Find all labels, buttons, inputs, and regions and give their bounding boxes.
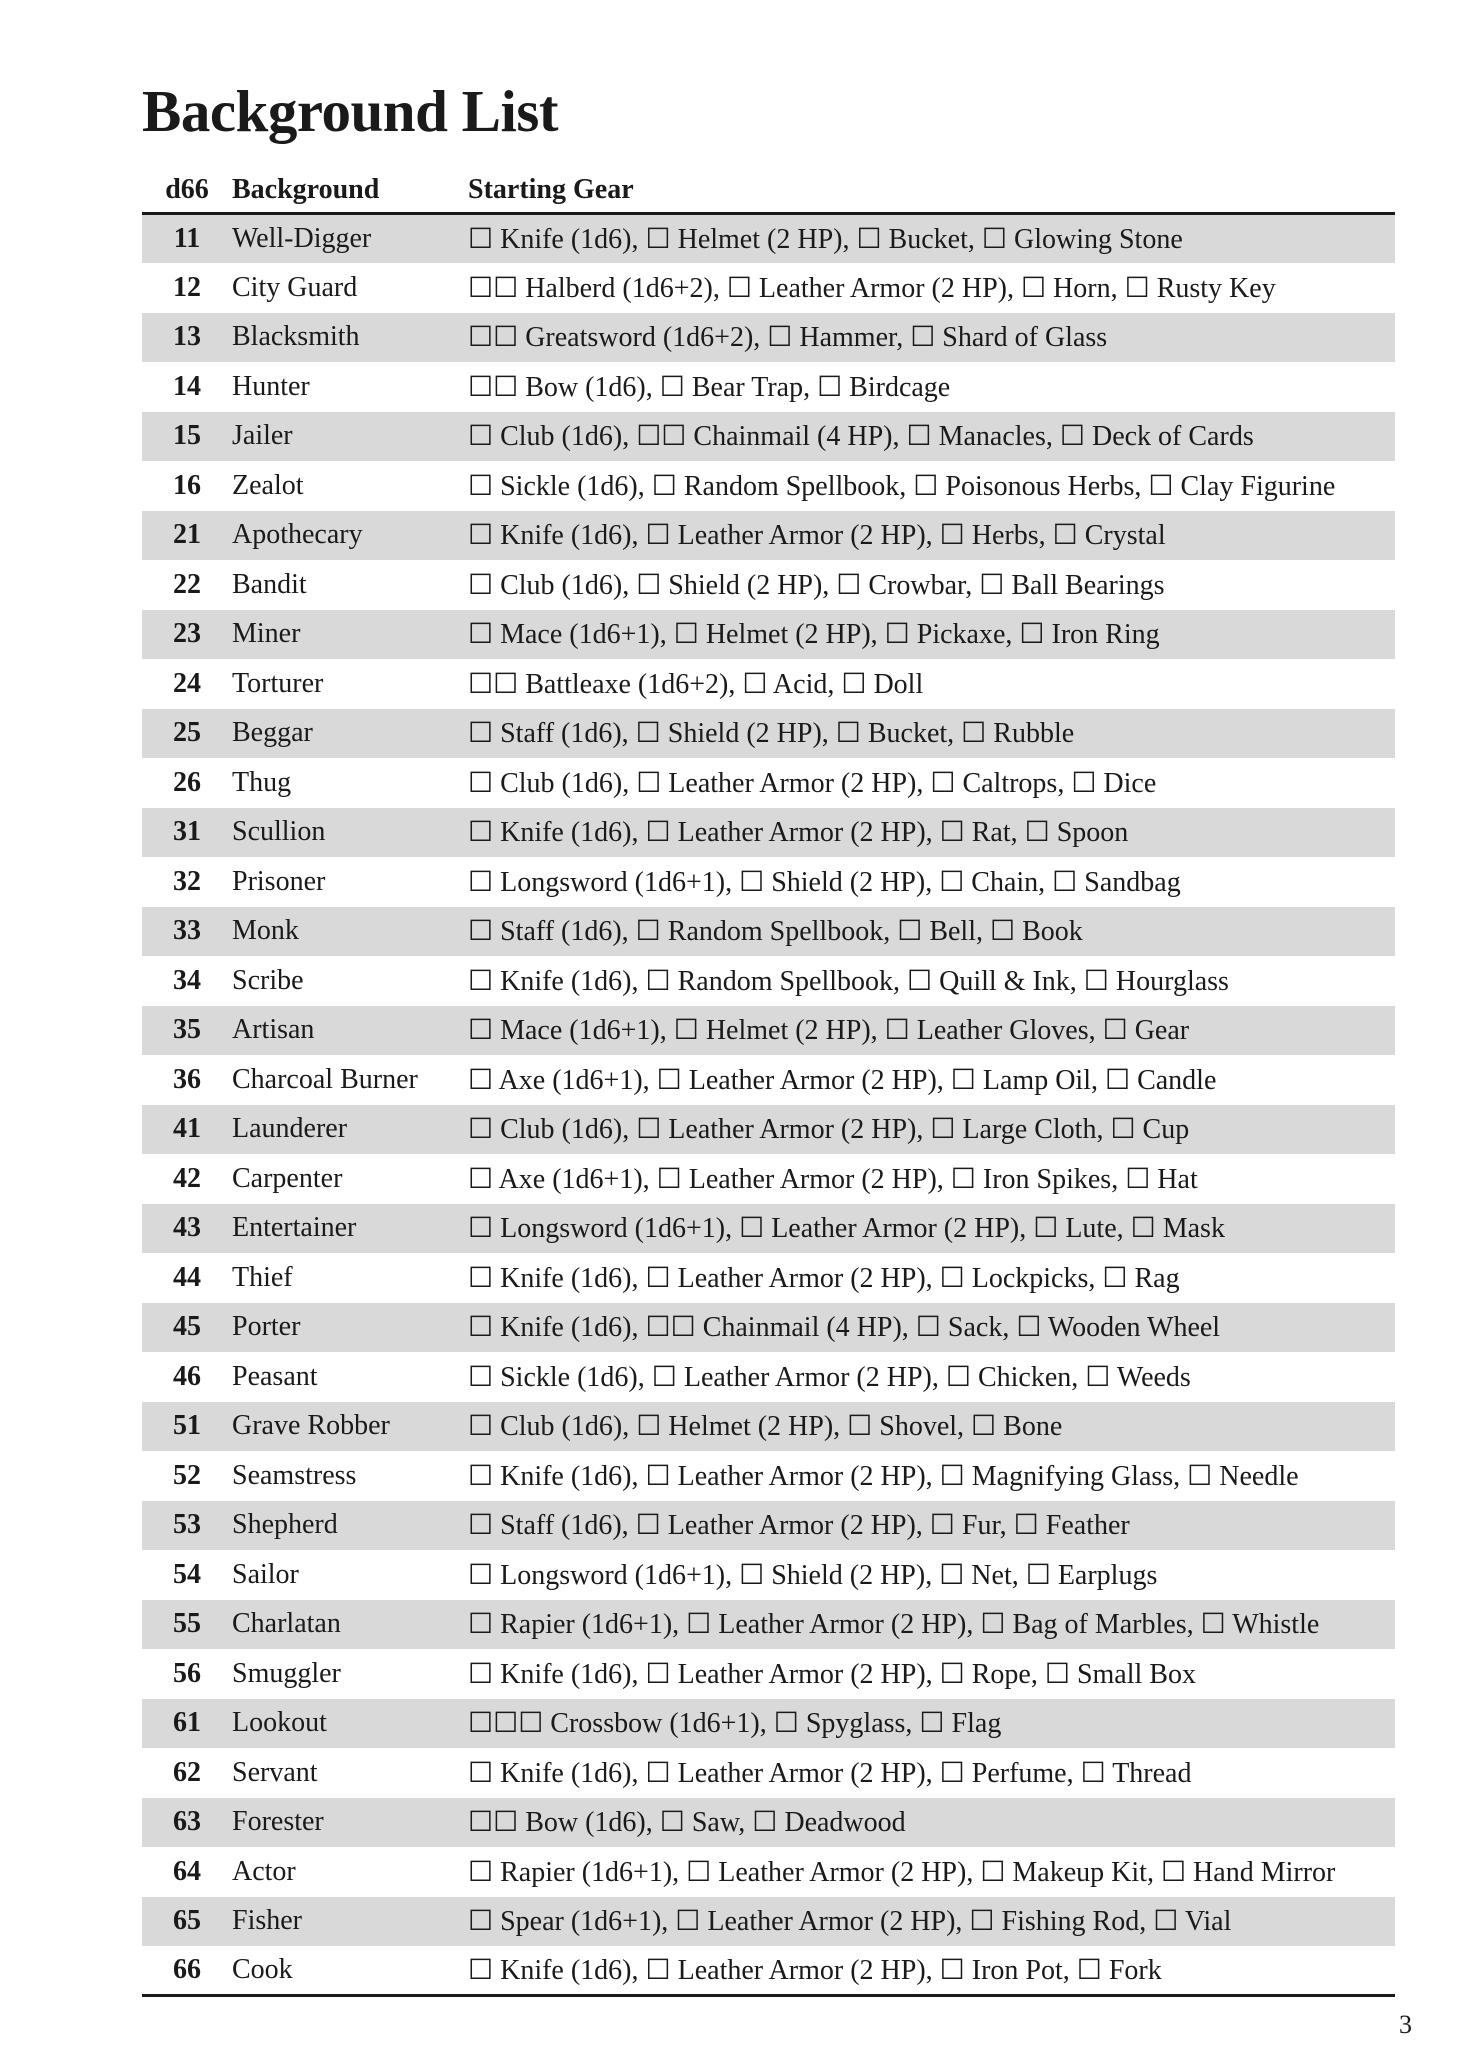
- background-cell: Charcoal Burner: [232, 1063, 418, 1095]
- background-cell: Grave Robber: [232, 1410, 390, 1442]
- roll-cell: 56: [173, 1657, 201, 1689]
- background-cell: Well-Digger: [232, 223, 372, 254]
- roll-cell: 35: [173, 1014, 201, 1046]
- table-row: [142, 1798, 1395, 1848]
- background-cell: Lookout: [232, 1707, 327, 1739]
- gear-cell: ☐ Longsword (1d6+1), ☐ Shield (2 HP), ☐ Net, ☐ Earplugs: [468, 1559, 1158, 1591]
- gear-cell: ☐☐ Greatsword (1d6+2), ☐ Hammer, ☐ Shard of Glass: [468, 322, 1108, 354]
- background-cell: Prisoner: [232, 865, 326, 897]
- background-cell: Artisan: [232, 1014, 315, 1046]
- roll-cell: 44: [173, 1261, 201, 1293]
- background-cell: Forester: [232, 1806, 324, 1838]
- gear-cell: ☐ Mace (1d6+1), ☐ Helmet (2 HP), ☐ Leather Gloves, ☐ Gear: [468, 1015, 1190, 1047]
- gear-cell: ☐ Knife (1d6), ☐ Leather Armor (2 HP), ☐ Rat, ☐ Spoon: [468, 817, 1129, 849]
- roll-cell: 11: [173, 223, 201, 254]
- page-title: Background List: [142, 78, 559, 144]
- gear-cell: ☐ Sickle (1d6), ☐ Leather Armor (2 HP), ☐ Chicken, ☐ Weeds: [468, 1361, 1191, 1393]
- gear-cell: ☐☐ Halberd (1d6+2), ☐ Leather Armor (2 HP), ☐ Horn, ☐ Rusty Key: [468, 272, 1276, 304]
- table-row: [142, 1352, 1395, 1402]
- roll-cell: 34: [173, 964, 201, 996]
- roll-cell: 45: [173, 1311, 201, 1343]
- gear-cell: ☐ Staff (1d6), ☐ Shield (2 HP), ☐ Bucket, ☐ Rubble: [468, 718, 1075, 750]
- roll-cell: 31: [173, 816, 201, 848]
- gear-cell: ☐ Staff (1d6), ☐ Random Spellbook, ☐ Bell, ☐ Book: [468, 916, 1083, 948]
- table-body: [142, 214, 1395, 1996]
- roll-cell: 21: [173, 519, 201, 551]
- gear-cell: ☐ Knife (1d6), ☐☐ Chainmail (4 HP), ☐ Sack, ☐ Wooden Wheel: [468, 1312, 1221, 1344]
- roll-cell: 26: [173, 766, 201, 798]
- table-row: [142, 1253, 1395, 1303]
- table-row: [142, 758, 1395, 808]
- background-cell: Fisher: [232, 1905, 302, 1937]
- background-cell: Servant: [232, 1756, 318, 1788]
- background-cell: Hunter: [232, 370, 310, 402]
- table-row: [142, 1748, 1395, 1798]
- header-background: Background: [232, 168, 468, 214]
- gear-cell: ☐ Knife (1d6), ☐ Leather Armor (2 HP), ☐ Lockpicks, ☐ Rag: [468, 1262, 1180, 1294]
- roll-cell: 63: [173, 1806, 201, 1838]
- gear-cell: ☐ Club (1d6), ☐ Leather Armor (2 HP), ☐ Caltrops, ☐ Dice: [468, 767, 1157, 799]
- background-cell: Sailor: [232, 1558, 299, 1590]
- roll-cell: 32: [173, 865, 201, 897]
- table-row: [142, 1847, 1395, 1897]
- roll-cell: 41: [173, 1113, 201, 1145]
- table-row: [142, 1550, 1395, 1600]
- gear-cell: ☐ Staff (1d6), ☐ Leather Armor (2 HP), ☐ Fur, ☐ Feather: [468, 1510, 1130, 1542]
- background-cell: Actor: [232, 1855, 296, 1887]
- gear-cell: ☐☐ Bow (1d6), ☐ Saw, ☐ Deadwood: [468, 1807, 906, 1839]
- roll-cell: 54: [173, 1558, 201, 1590]
- roll-cell: 52: [173, 1459, 201, 1491]
- background-cell: Blacksmith: [232, 321, 360, 353]
- roll-cell: 24: [173, 667, 201, 699]
- gear-cell: ☐☐☐ Crossbow (1d6+1), ☐ Spyglass, ☐ Flag: [468, 1708, 1002, 1740]
- background-cell: Shepherd: [232, 1509, 338, 1541]
- roll-cell: 16: [173, 469, 201, 501]
- background-cell: Bandit: [232, 568, 307, 600]
- roll-cell: 66: [142, 1946, 232, 1996]
- roll-cell: 13: [173, 321, 201, 353]
- background-cell: Beggar: [232, 717, 313, 749]
- gear-cell: ☐ Club (1d6), ☐ Shield (2 HP), ☐ Crowbar, ☐ Ball Bearings: [468, 569, 1165, 601]
- table-row: [142, 709, 1395, 759]
- background-cell: Zealot: [232, 469, 304, 501]
- background-table: [142, 168, 1395, 1997]
- roll-cell: 15: [173, 420, 201, 452]
- roll-cell: 65: [173, 1905, 201, 1937]
- background-cell: Carpenter: [232, 1162, 343, 1194]
- table-row: [142, 956, 1395, 1006]
- roll-cell: 62: [173, 1756, 201, 1788]
- background-cell: Porter: [232, 1311, 301, 1343]
- roll-cell: 55: [173, 1608, 201, 1640]
- roll-cell: 33: [173, 915, 201, 947]
- roll-cell: 36: [173, 1063, 201, 1095]
- gear-cell: ☐ Knife (1d6), ☐ Leather Armor (2 HP), ☐ Perfume, ☐ Thread: [468, 1757, 1192, 1789]
- roll-cell: 12: [173, 271, 201, 303]
- roll-cell: 61: [173, 1707, 201, 1739]
- table-row: [142, 610, 1395, 660]
- gear-cell: ☐ Spear (1d6+1), ☐ Leather Armor (2 HP), ☐ Fishing Rod, ☐ Vial: [468, 1906, 1232, 1938]
- table-row: [142, 362, 1395, 412]
- roll-cell: 25: [173, 717, 201, 749]
- table-row: [142, 1946, 1395, 1996]
- background-cell: Peasant: [232, 1360, 318, 1392]
- table-row: [142, 1451, 1395, 1501]
- table-row: [142, 511, 1395, 561]
- table-row: [142, 461, 1395, 511]
- roll-cell: 42: [173, 1162, 201, 1194]
- header-gear: Starting Gear: [468, 168, 1395, 214]
- table-row: [142, 1501, 1395, 1551]
- gear-cell: ☐ Rapier (1d6+1), ☐ Leather Armor (2 HP), ☐ Bag of Marbles, ☐ Whistle: [468, 1609, 1320, 1641]
- gear-cell: ☐ Longsword (1d6+1), ☐ Shield (2 HP), ☐ Chain, ☐ Sandbag: [468, 866, 1181, 898]
- table-row: [142, 560, 1395, 610]
- roll-cell: 53: [173, 1509, 201, 1541]
- gear-cell: ☐ Knife (1d6), ☐ Leather Armor (2 HP), ☐ Rope, ☐ Small Box: [468, 1658, 1196, 1690]
- table-row: [142, 1006, 1395, 1056]
- roll-cell: 23: [173, 618, 201, 650]
- background-cell: Scullion: [232, 816, 326, 848]
- table-row: [142, 1402, 1395, 1452]
- background-cell: Torturer: [232, 667, 324, 699]
- table-row: [142, 857, 1395, 907]
- table-header: [142, 168, 1395, 214]
- gear-cell: ☐ Knife (1d6), ☐ Leather Armor (2 HP), ☐ Magnifying Glass, ☐ Needle: [468, 1460, 1299, 1492]
- background-cell: Entertainer: [232, 1212, 357, 1244]
- background-cell: Scribe: [232, 964, 304, 996]
- roll-cell: 46: [173, 1360, 201, 1392]
- gear-cell: ☐ Club (1d6), ☐ Helmet (2 HP), ☐ Shovel, ☐ Bone: [468, 1411, 1063, 1443]
- gear-cell: ☐ Club (1d6), ☐☐ Chainmail (4 HP), ☐ Manacles, ☐ Deck of Cards: [468, 421, 1254, 453]
- table-row: [142, 214, 1395, 264]
- gear-cell: ☐ Sickle (1d6), ☐ Random Spellbook, ☐ Poisonous Herbs, ☐ Clay Figurine: [468, 470, 1336, 502]
- gear-cell: ☐ Rapier (1d6+1), ☐ Leather Armor (2 HP), ☐ Makeup Kit, ☐ Hand Mirror: [468, 1856, 1336, 1888]
- background-cell: Thug: [232, 766, 292, 798]
- table-row: [142, 1699, 1395, 1749]
- table-row: [142, 907, 1395, 957]
- gear-cell: ☐ Longsword (1d6+1), ☐ Leather Armor (2 HP), ☐ Lute, ☐ Mask: [468, 1213, 1225, 1245]
- table-row: [142, 1154, 1395, 1204]
- gear-cell: ☐ Knife (1d6), ☐ Random Spellbook, ☐ Quill & Ink, ☐ Hourglass: [468, 965, 1229, 997]
- roll-cell: 14: [173, 370, 201, 402]
- header-row: [142, 168, 1395, 214]
- gear-cell: ☐ Club (1d6), ☐ Leather Armor (2 HP), ☐ Large Cloth, ☐ Cup: [468, 1114, 1190, 1146]
- table-row: [142, 1105, 1395, 1155]
- roll-cell: 51: [173, 1410, 201, 1442]
- table-row: [142, 1649, 1395, 1699]
- roll-cell: 43: [173, 1212, 201, 1244]
- background-cell: Smuggler: [232, 1657, 341, 1689]
- gear-cell: ☐ Axe (1d6+1), ☐ Leather Armor (2 HP), ☐ Lamp Oil, ☐ Candle: [468, 1064, 1217, 1096]
- background-cell: City Guard: [232, 271, 358, 303]
- gear-cell: ☐ Mace (1d6+1), ☐ Helmet (2 HP), ☐ Pickaxe, ☐ Iron Ring: [468, 619, 1160, 651]
- background-cell: Jailer: [232, 420, 293, 452]
- header-roll: d66: [142, 168, 232, 214]
- gear-cell: ☐ Knife (1d6), ☐ Leather Armor (2 HP), ☐ Herbs, ☐ Crystal: [468, 520, 1166, 552]
- background-cell: Thief: [232, 1261, 293, 1293]
- gear-cell: ☐☐ Battleaxe (1d6+2), ☐ Acid, ☐ Doll: [468, 668, 924, 700]
- background-cell: Apothecary: [232, 519, 363, 551]
- background-cell: Miner: [232, 618, 301, 650]
- gear-cell: ☐ Knife (1d6), ☐ Leather Armor (2 HP), ☐ Iron Pot, ☐ Fork: [468, 1946, 1395, 1996]
- table-row: [142, 412, 1395, 462]
- table-row: [142, 1204, 1395, 1254]
- background-cell: Seamstress: [232, 1459, 357, 1491]
- gear-cell: ☐ Knife (1d6), ☐ Helmet (2 HP), ☐ Bucket, ☐ Glowing Stone: [468, 224, 1183, 255]
- page-number: 3: [1399, 2010, 1412, 2039]
- table-row: [142, 1897, 1395, 1947]
- background-cell: Charlatan: [232, 1608, 341, 1640]
- table-row: [142, 808, 1395, 858]
- table-row: [142, 1055, 1395, 1105]
- background-cell: Launderer: [232, 1113, 348, 1145]
- gear-cell: ☐ Axe (1d6+1), ☐ Leather Armor (2 HP), ☐ Iron Spikes, ☐ Hat: [468, 1163, 1198, 1195]
- table-row: [142, 659, 1395, 709]
- roll-cell: 64: [173, 1855, 201, 1887]
- background-cell: Monk: [232, 915, 299, 947]
- gear-cell: ☐☐ Bow (1d6), ☐ Bear Trap, ☐ Birdcage: [468, 371, 951, 403]
- roll-cell: 22: [173, 568, 201, 600]
- table-row: [142, 1303, 1395, 1353]
- table-row: [142, 1600, 1395, 1650]
- table-row: [142, 263, 1395, 313]
- background-cell: Cook: [232, 1946, 468, 1996]
- table-row: [142, 313, 1395, 363]
